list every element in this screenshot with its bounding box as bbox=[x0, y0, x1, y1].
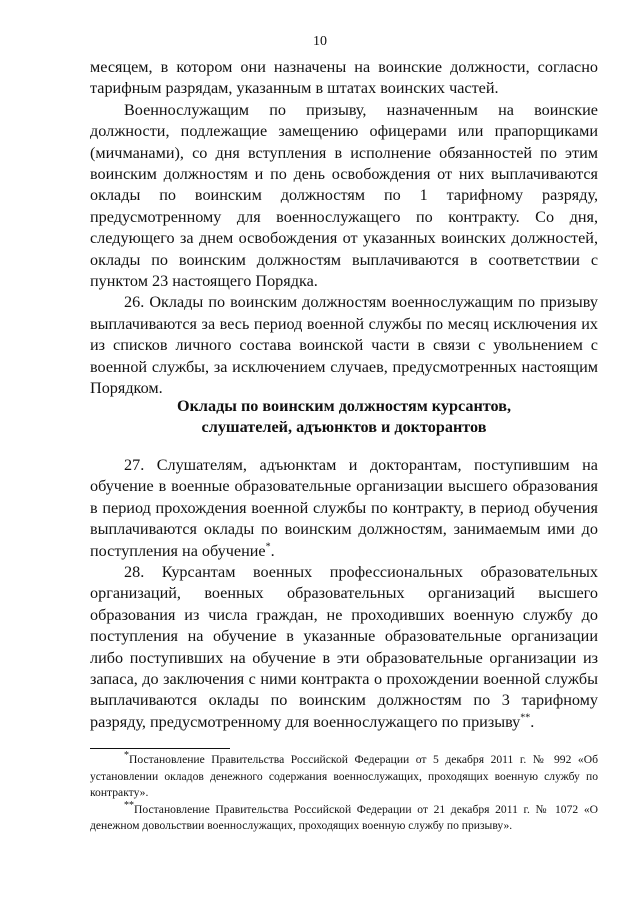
section-heading-line-2: слушателей, адъюнктов и докторантов bbox=[201, 418, 487, 437]
paragraph-28 bbox=[90, 562, 598, 733]
body-text-bottom bbox=[90, 455, 598, 733]
page-number: 10 bbox=[313, 34, 327, 49]
footnote-1-mark: * bbox=[124, 750, 129, 762]
footnote-ref-1: * bbox=[265, 541, 271, 553]
footnote-1-text: Постановление Правительства Российской Федерации от 5 декабря 2011 г. № 992 «Об установлении окладов денежного содержания военнослужащих, проходящих военную службу по контракту». bbox=[90, 753, 598, 800]
footnote-2-mark: ** bbox=[124, 799, 134, 811]
paragraph-28-text: 28. Курсантам военных профессиональных образовательных организаций, военных образовательных организаций высшего образования из числа граждан, не проходивших военную службу до поступления на обучение в указанные образовательные организации либо поступивших на обучение в эти образовательные организации из запаса, до заключения с ними контракта о прохождении военной службы выплачиваются оклады по воинским должностям по 3 тарифному разряду, предусмотренному для военнослужащего по призыву bbox=[90, 563, 598, 731]
paragraph-27-end: . bbox=[270, 541, 275, 560]
section-heading-line-1: Оклады по воинским должностям курсантов, bbox=[176, 397, 511, 415]
body-text-top bbox=[90, 57, 598, 400]
footnote-1 bbox=[90, 752, 598, 802]
footnotes bbox=[90, 752, 598, 835]
footnote-divider bbox=[90, 748, 230, 749]
paragraph-conscripts: Военнослужащим по призыву, назначенным на воинские должности, подлежащие замещению офицерами или прапорщиками (мичманами), со дня вступления в исполнение обязанностей по этим воинским должностям и по день освобождения от них выплачиваются оклады по воинским должностям по 1 тарифному разряду, предусмотренному для военнослужащего по контракту. Со дня, следующего за днем освобождения от указанных воинских должностей, оклады по воинским должностям выплачиваются в соответствии с пунктом 23 настоящего Порядка. bbox=[90, 100, 598, 291]
paragraph-27 bbox=[90, 455, 598, 562]
paragraph-28-end: . bbox=[530, 712, 535, 731]
footnote-2 bbox=[90, 799, 598, 835]
paragraph-26: 26. Оклады по воинским должностям военнослужащим по призыву выплачиваются за весь период военной службы по месяц исключения их из списков личного состава воинской части в связи с увольнением с военной службы, за исключением случаев, предусмотренных настоящим Порядком. bbox=[90, 293, 598, 398]
paragraph-continuation: месяцем, в котором они назначены на воинские должности, согласно тарифным разрядам, указанным в штатах воинских частей. bbox=[90, 58, 598, 98]
paragraph-27-text: 27. Слушателям, адъюнктам и докторантам, поступившим на обучение в военные образовательные организации высшего образования в период прохождения военной службы по контракту, в период обучения выплачиваются оклады по воинским должностям, занимаемым ими до поступления на обучение bbox=[90, 456, 598, 560]
section-heading bbox=[90, 396, 598, 439]
footnote-ref-2: ** bbox=[520, 712, 531, 724]
footnote-2-text: Постановление Правительства Российской Федерации от 21 декабря 2011 г. № 1072 «О денежном довольствии военнослужащих, проходящих военную службу по призыву». bbox=[90, 802, 598, 833]
